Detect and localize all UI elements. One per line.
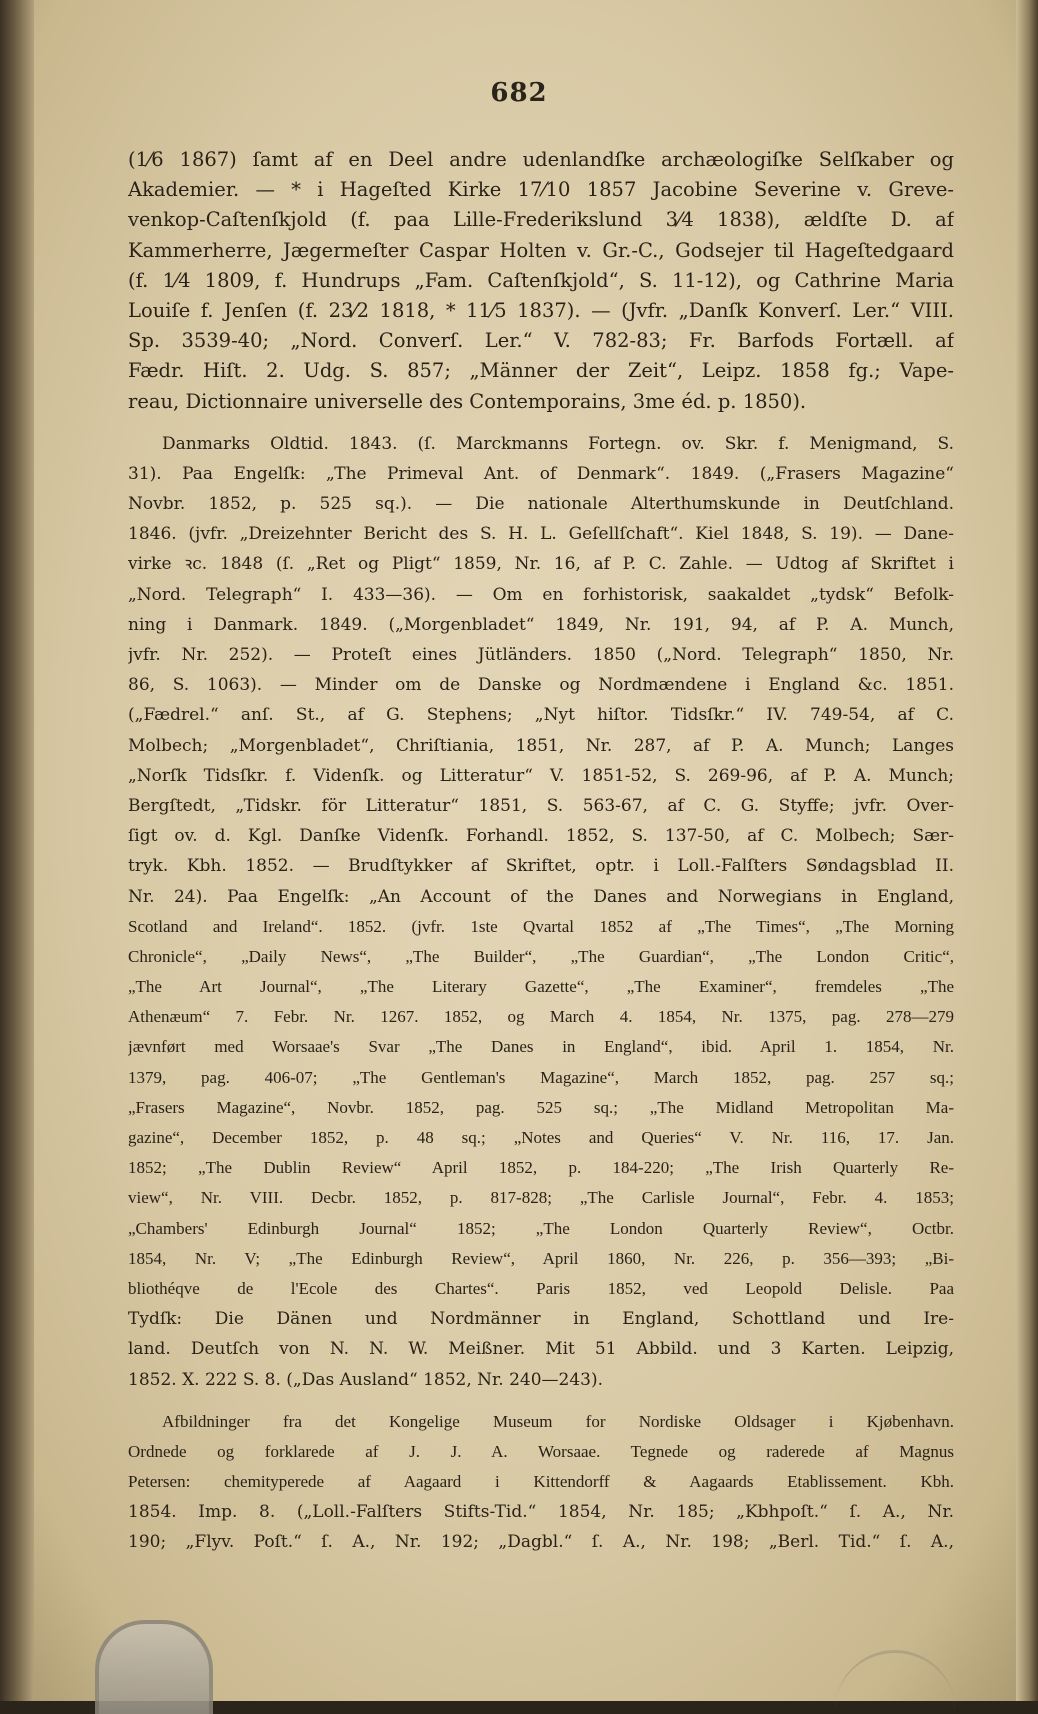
text-line: Ordnede og forklarede af J. J. A. Worsaae. Tegnede og raderede af Magnus [128, 1441, 954, 1461]
text-line: „The Art Journal“, „The Literary Gazette“, „The Examiner“, fremdeles „The [128, 977, 954, 997]
text-line: 1379, pag. 406-07; „The Gentleman's Magazine“, March 1852, pag. 257 sq.; [128, 1067, 954, 1087]
page-number: 682 [490, 78, 548, 108]
text-line: 31). Paa Engelſk: „The Primeval Ant. of Denmark“. 1849. („Frasers Magazine“ [128, 463, 954, 484]
text-line: („Fædrel.“ anſ. St., af G. Stephens; „Nyt hiſtor. Tidsſkr.“ IV. 749-54, af C. [128, 705, 954, 726]
text-line: Novbr. 1852, p. 525 sq.). — Die nationale Alterthumskunde in Deutſchland. [128, 494, 954, 515]
text-line: gazine“, December 1852, p. 48 sq.; „Notes and Queries“ V. Nr. 116, 17. Jan. [128, 1128, 954, 1147]
text-line: jævnført med Worsaae's Svar „The Danes in England“, ibid. April 1. 1854, Nr. [128, 1037, 954, 1057]
paragraph-afbildninger [128, 1407, 954, 1558]
text-line: 190; „Flyv. Poſt.“ ſ. A., Nr. 192; „Dagbl.“ ſ. A., Nr. 198; „Berl. Tid.“ ſ. A., [128, 1532, 954, 1553]
text-line: Athenæum“ 7. Febr. Nr. 1267. 1852, og March 4. 1854, Nr. 1375, pag. 278—279 [128, 1007, 954, 1027]
text-line: Danmarks Oldtid. 1843. (ſ. Marckmanns Fortegn. ov. Skr. f. Menigmand, S. [162, 433, 954, 454]
text-line: Molbech; „Morgenbladet“, Chriſtiania, 1851, Nr. 287, af P. A. Munch; Langes [128, 735, 954, 756]
text-line: Nr. 24). Paa Engelſk: „An Account of the Danes and Norwegians in England, [128, 886, 954, 907]
text-line: (1⁄6 1867) ſamt af en Deel andre udenlandſke archæologiſke Selſkaber og [128, 148, 954, 171]
text-line: Akademier. — * i Hageſted Kirke 17⁄10 1857 Jacobine Severine v. Greve- [128, 178, 954, 202]
text-line: Bergſtedt, „Tidskr. för Litteratur“ 1851, S. 563-67, af C. G. Styffe; jvfr. Over- [128, 795, 954, 816]
text-line: land. Deutſch von N. N. W. Meißner. Mit 51 Abbild. und 3 Karten. Leipzig, [128, 1339, 954, 1360]
page-edge-shadow [1016, 0, 1038, 1701]
text-line: reau, Dictionnaire universelle des Contemporains, 3me éd. p. 1850). [128, 389, 807, 413]
book-spine-shadow [0, 0, 34, 1701]
text-line: ning i Danmark. 1849. („Morgenbladet“ 1849, Nr. 191, 94, af P. A. Munch, [128, 614, 954, 635]
text-line: „Nord. Telegraph“ I. 433—36). — Om en forhistorisk, saakaldet „tydsk“ Befolk- [128, 584, 954, 605]
text-line: Petersen: chemityperede af Aagaard i Kittendorff & Aagaards Etablissement. Kbh. [128, 1472, 954, 1492]
text-line: 1854, Nr. V; „The Edinburgh Review“, April 1860, Nr. 226, p. 356—393; „Bi- [128, 1248, 954, 1268]
text-line: 86, S. 1063). — Minder om de Danske og Nordmændene i England &c. 1851. [128, 675, 954, 696]
text-line: Kammerherre, Jægermeſter Caspar Holten v. Gr.-C., Godsejer til Hageſtedgaard [128, 238, 954, 262]
text-line: bliothéqve de l'Ecole des Chartes“. Paris 1852, ved Leopold Delisle. Paa [128, 1278, 954, 1298]
text-line: (f. 1⁄4 1809, f. Hundrups „Fam. Caſtenſkjold“, S. 11-12), og Cathrine Maria [128, 268, 954, 292]
text-line: Louiſe f. Jenſen (f. 23⁄2 1818, * 11⁄5 1837). — (Jvfr. „Danſk Konverſ. Ler.“ VIII. [128, 298, 954, 322]
text-line: 1846. (jvfr. „Dreizehnter Bericht des S. H. L. Geſellſchaft“. Kiel 1848, S. 19). — Dane- [128, 524, 954, 545]
book-clasp [95, 1620, 213, 1714]
text-line: 1852; „The Dublin Review“ April 1852, p. 184-220; „The Irish Quarterly Re- [128, 1158, 954, 1178]
text-line: Fædr. Hiſt. 2. Udg. S. 857; „Männer der Zeit“, Leipz. 1858 fg.; Vape- [128, 359, 954, 383]
text-line: tryk. Kbh. 1852. — Brudſtykker af Skriftet, optr. i Loll.-Falſters Søndagsblad II. [128, 856, 954, 877]
text-line: virke ꝛc. 1848 (ſ. „Ret og Pligt“ 1859, Nr. 16, af P. C. Zahle. — Udtog af Skriftet i [128, 554, 954, 575]
text-line: 1852. X. 222 S. 8. („Das Ausland“ 1852, Nr. 240—243). [128, 1369, 604, 1390]
paragraph-biography [128, 145, 954, 417]
text-line: „Norſk Tidsſkr. f. Videnſk. og Litteratur“ V. 1851-52, S. 269-96, af P. A. Munch; [128, 765, 954, 786]
text-line: Tydſk: Die Dänen und Nordmänner in England, Schottland und Ire- [128, 1309, 954, 1330]
paragraph-gap [128, 417, 954, 429]
text-line: jvfr. Nr. 252). — Proteſt eines Jütländers. 1850 („Nord. Telegraph“ 1850, Nr. [128, 645, 954, 665]
paragraph-gap [128, 1395, 954, 1407]
text-line: 1854. Imp. 8. („Loll.-Falſters Stifts-Tid.“ 1854, Nr. 185; „Kbhpoſt.“ ſ. A., Nr. [128, 1502, 954, 1523]
text-line: „Chambers' Edinburgh Journal“ 1852; „The London Quarterly Review“, Octbr. [128, 1218, 954, 1238]
text-line: Chronicle“, „Daily News“, „The Builder“, „The Guardian“, „The London Critic“, [128, 946, 954, 966]
page-body [128, 145, 954, 1558]
text-line: Sp. 3539-40; „Nord. Converſ. Ler.“ V. 782-83; Fr. Barfods Fortæll. af [128, 329, 954, 353]
paragraph-danmarks-oldtid [128, 429, 954, 1395]
text-line: view“, Nr. VIII. Decbr. 1852, p. 817-828; „The Carlisle Journal“, Febr. 4. 1853; [128, 1188, 954, 1208]
text-line: Afbildninger fra det Kongelige Museum for Nordiske Oldsager i Kjøbenhavn. [162, 1411, 954, 1431]
text-line: Scotland and Ireland“. 1852. (jvfr. 1ste Qvartal 1852 af „The Times“, „The Morning [128, 916, 954, 936]
text-line: ſigt ov. d. Kgl. Danſke Videnſk. Forhandl. 1852, S. 137-50, af C. Molbech; Sær- [128, 826, 954, 847]
text-line: „Frasers Magazine“, Novbr. 1852, pag. 525 sq.; „The Midland Metropolitan Ma- [128, 1097, 954, 1117]
text-line: venkop-Caſtenſkjold (f. paa Lille-Frederikslund 3⁄4 1838), ældſte D. af [128, 208, 954, 232]
